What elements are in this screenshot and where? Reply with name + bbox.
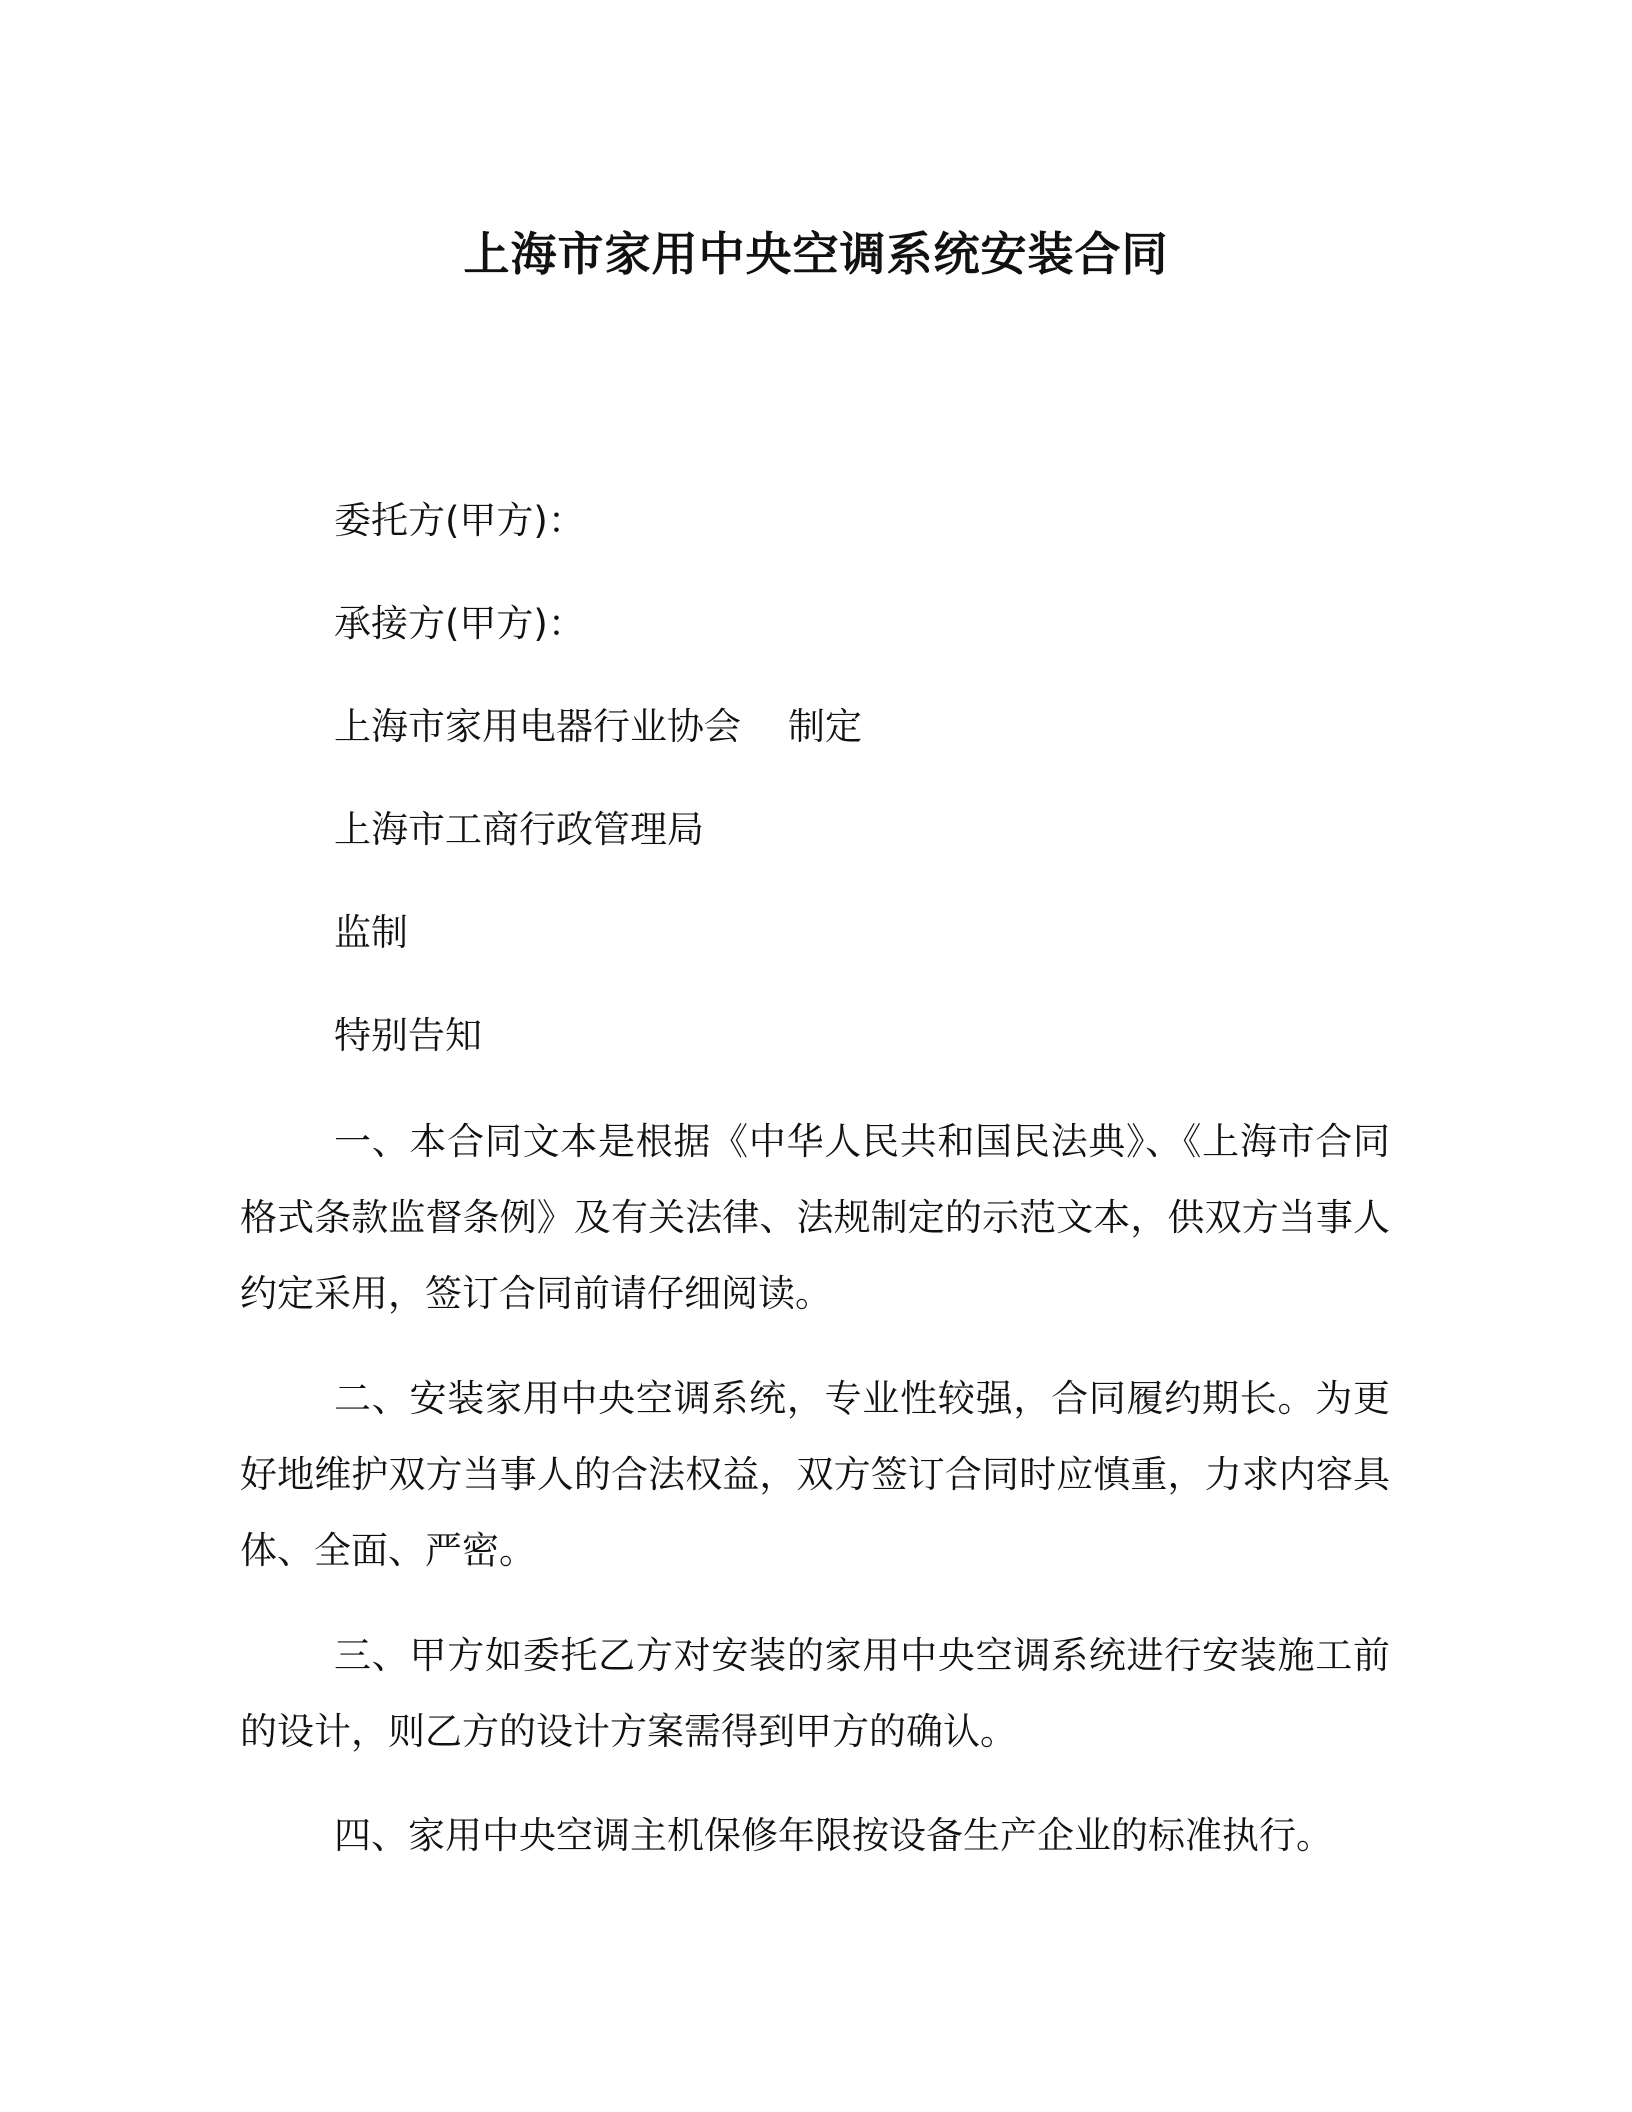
notice-item-2: 二、安装家用中央空调系统，专业性较强，合同履约期长。为更好地维护双方当事人的合法权益，双方签订合同时应慎重，力求内容具体、全面、严密。 [240, 1377, 1390, 1572]
supervised-line: 监制 [334, 911, 408, 954]
notice-item-3: 三、甲方如委托乙方对安装的家用中央空调系统进行安装施工前的设计，则乙方的设计方案需得到甲方的确认。 [240, 1634, 1390, 1753]
formulated-by-line: 上海市家用电器行业协会 制定 [334, 705, 863, 748]
document-title: 上海市家用中央空调系统安装合同 [463, 227, 1169, 281]
notice-item-1: 一、本合同文本是根据《中华人民共和国民法典》、《上海市合同格式条款监督条例》及有关法律、法规制定的示范文本，供双方当事人约定采用，签订合同前请仔细阅读。 [240, 1120, 1390, 1315]
client-field-label: 委托方(甲方)： [334, 499, 585, 542]
notice-item-4: 四、家用中央空调主机保修年限按设备生产企业的标准执行。 [334, 1814, 1333, 1857]
notice-heading: 特别告知 [334, 1014, 482, 1057]
contractor-field-label: 承接方(甲方)： [334, 602, 585, 645]
authority-line: 上海市工商行政管理局 [334, 808, 704, 851]
